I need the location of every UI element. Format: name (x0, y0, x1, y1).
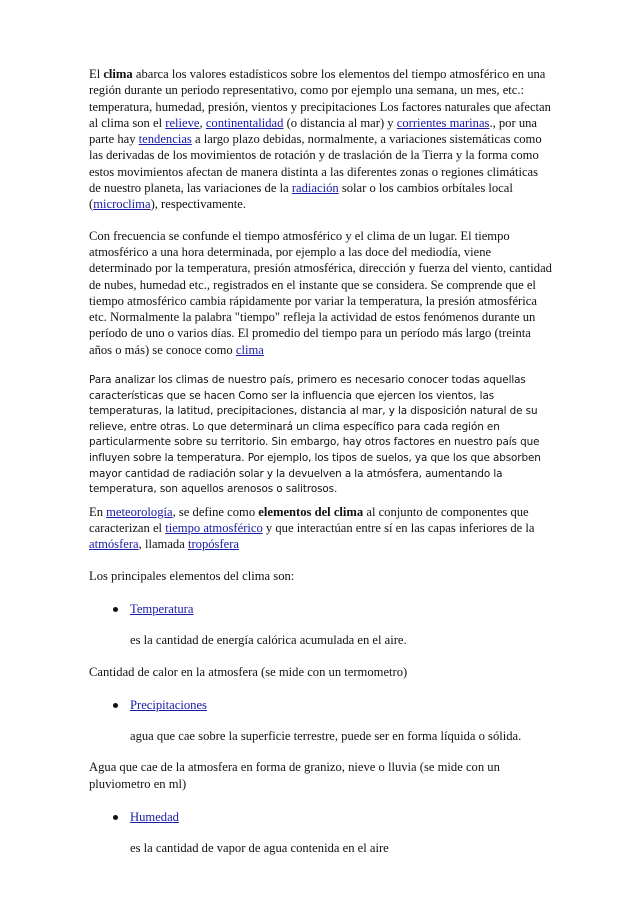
text: abarca los valores estadísticos sobre los elementos del tiempo atmosférico en una región durante un periodo representativo, como por ejemplo una semana, un mes, etc.: temperatura, humedad, presión, vientos y precipitaciones Los factores naturales que afectan al clima son el (89, 67, 551, 130)
text: En (89, 504, 107, 519)
paragraph-climas-pais: Para analizar los climas de nuestro país, primero es necesario conocer todas aquellas características que se hacen Como ser la influencia que ejercen los vientos, las temperaturas, la latitud, precipitaciones, distancia al mar, y la disposición natural de su relieve, entre otras. Lo que determinará un clima específico para cada región en particularmente sobre su territorio. Sin embargo, hay otros factores en nuestro país que influyen sobre la temperatura. Por ejemplo, los tipos de suelos, ya que los que absorben mayor cantidad de radiación solar y la devuelven a la atmósfera, aumentando la temperatura, son aquellos arenosos o salitrosos. (89, 374, 541, 496)
bullet-icon (113, 703, 118, 708)
list-item (89, 601, 553, 617)
link-humedad[interactable]: Humedad (130, 810, 179, 825)
paragraph-clima-intro (89, 66, 553, 213)
link-relieve[interactable]: relieve (165, 115, 200, 130)
text: ), respectivamente. (150, 197, 247, 212)
paragraph-elementos-clima (89, 504, 553, 553)
link-precipitaciones[interactable]: Precipitaciones (130, 697, 207, 712)
item-description: es la cantidad de energía calórica acumulada en el aire. (130, 633, 407, 648)
link-tendencias[interactable]: tendencias (138, 132, 192, 147)
bold-term-elementos: elementos del clima (258, 504, 364, 519)
item-description: agua que cae sobre la superficie terrestre, puede ser en forma líquida o sólida. (130, 729, 522, 744)
text: solar o los cambios orbítales local ( (89, 181, 513, 212)
paragraph-principales: Los principales elementos del clima son: (89, 568, 295, 583)
bullet-icon (113, 607, 118, 612)
paragraph-tiempo-vs-clima (89, 228, 553, 358)
list-item (89, 697, 553, 713)
text: , (199, 115, 206, 130)
text: , llamada (138, 537, 188, 552)
text: a largo plazo debidas, normalmente, a variaciones sistemáticas como las derivadas de los movimientos de rotación y de traslación de la Tierra y la forma como estos movimientos afectan de manera distinta a las diferentes zonas o regiones climáticas de nuestro planeta, las variaciones de la (89, 132, 542, 196)
link-continentalidad[interactable]: continentalidad (205, 115, 284, 130)
link-clima[interactable]: clima (235, 342, 264, 357)
text: y que interactúan entre sí en las capas inferiores de la (262, 521, 535, 536)
link-troposfera[interactable]: tropósfera (187, 537, 240, 552)
document-page (89, 66, 553, 857)
link-meteorologia[interactable]: meteorología (106, 504, 173, 519)
link-temperatura[interactable]: Temperatura (130, 601, 194, 616)
item-note: Cantidad de calor en la atmosfera (se mide con un termometro) (89, 664, 408, 679)
bold-term-clima: clima (103, 67, 133, 81)
link-tiempo-atmosferico[interactable]: tiempo atmosférico (165, 521, 263, 536)
link-atmosfera[interactable]: atmósfera (89, 537, 139, 552)
text: , se define como (172, 504, 259, 519)
link-radiacion[interactable]: radiación (291, 181, 339, 196)
item-description: es la cantidad de vapor de agua contenida en el aire (130, 841, 389, 856)
text: al conjunto de componentes que caracterizan el (89, 504, 529, 536)
list-item (89, 809, 553, 825)
bullet-icon (113, 815, 118, 820)
link-microclima[interactable]: microclima (93, 197, 151, 212)
item-note: Agua que cae de la atmosfera en forma de granizo, nieve o lluvia (se mide con un pluviometro en ml) (89, 760, 500, 791)
text: El (89, 67, 104, 81)
link-corrientes-marinas[interactable]: corrientes marinas (396, 115, 490, 130)
text: Con frecuencia se confunde el tiempo atmosférico y el clima de un lugar. El tiempo atmosférico a una hora determinada, por ejemplo a las doce del mediodía, viene determinado por la temperatura, presión atmosférica, dirección y fuerza del viento, cantidad de nubes, humedad etc., registrados en el instante que se considera. Se comprende que el tiempo atmosférico cambia rápidamente por variar la temperatura, la presión atmosférica etc. Normalmente la palabra "tiempo" refleja la actividad de estos fenómenos durante un período de uno o varios días. El promedio del tiempo para un período más largo (treinta años o más) se conoce como (89, 228, 552, 357)
text: ., por una parte hay (89, 115, 538, 147)
text: (o distancia al mar) y (283, 115, 397, 130)
